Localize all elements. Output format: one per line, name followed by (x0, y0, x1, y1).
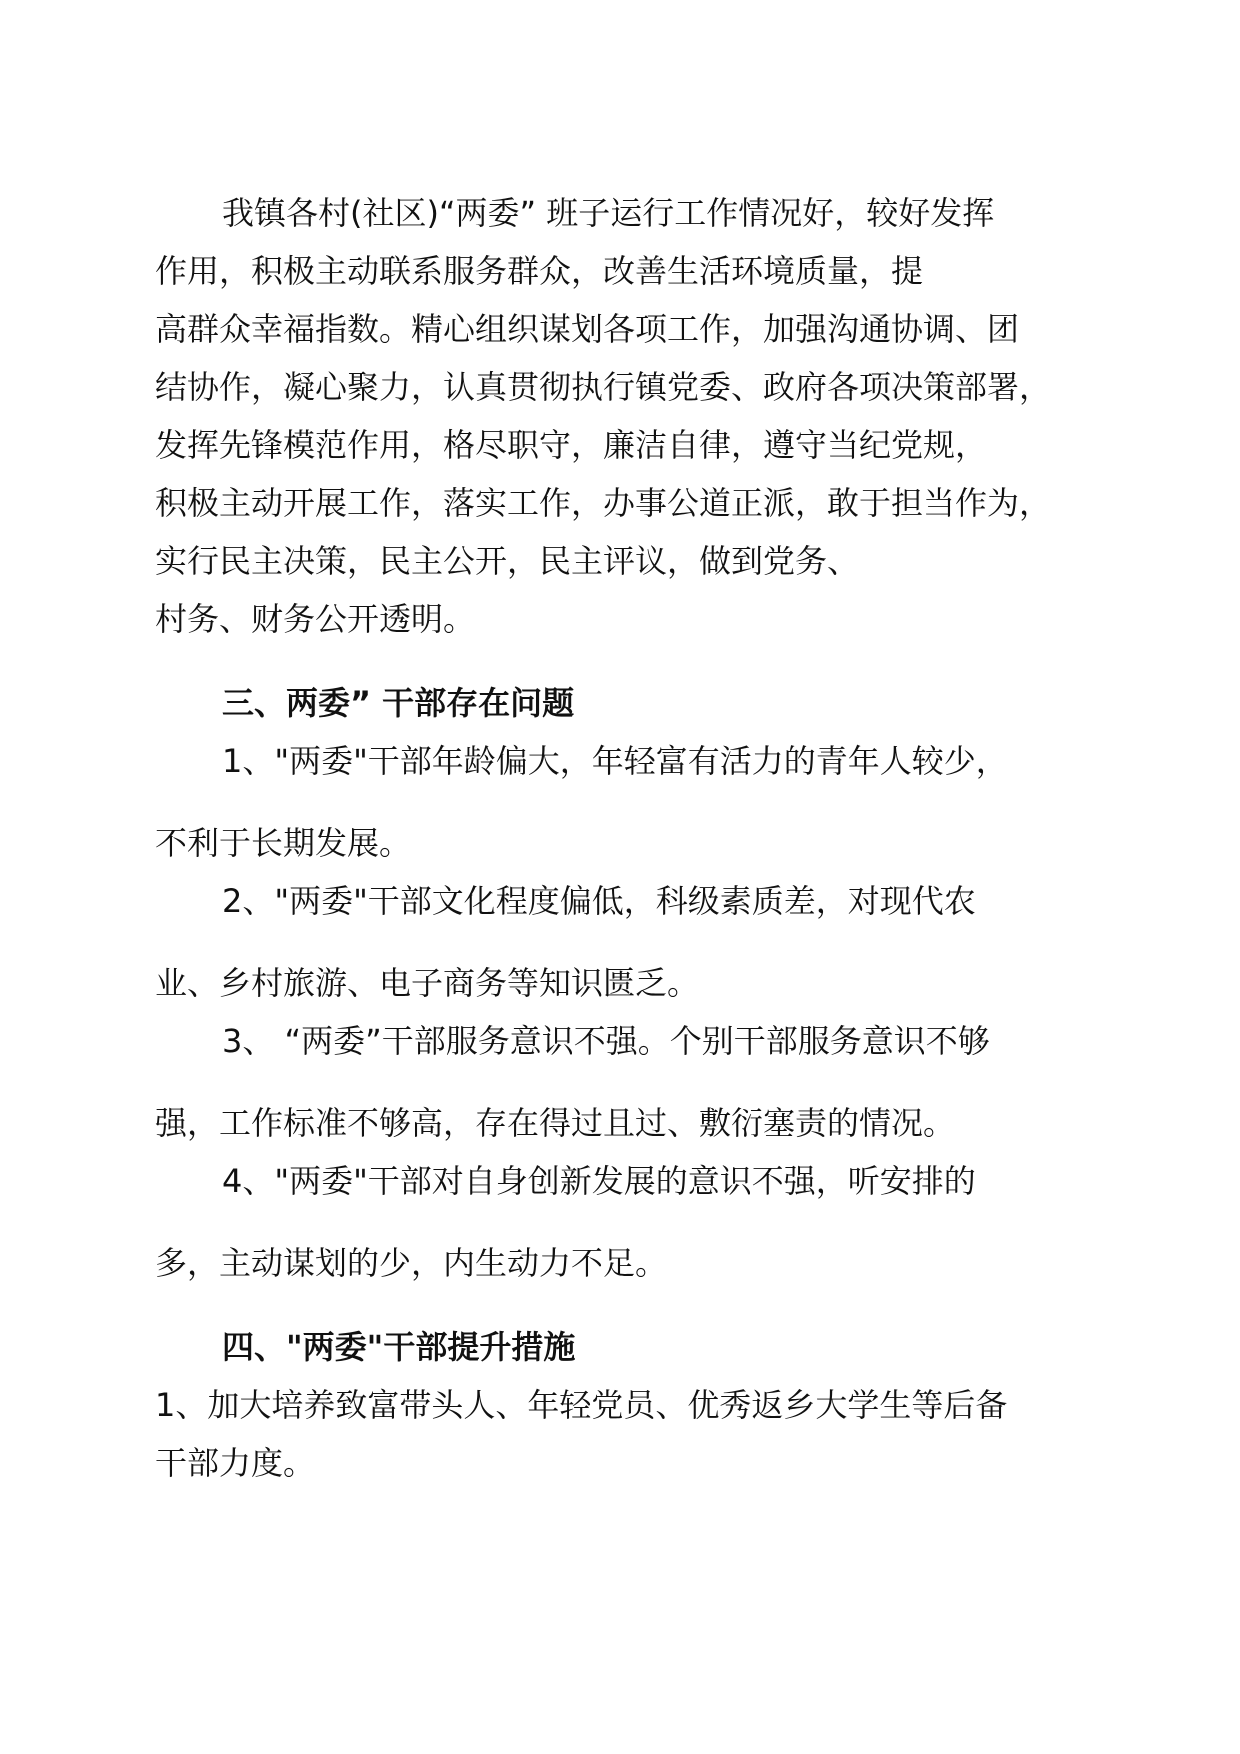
section-three-item-1-line-1: 1、"两委"干部年龄偏大，年轻富有活力的青年人较少， (222, 742, 1008, 780)
section-three-item-4-line-1: 4、"两委"干部对自身创新发展的意识不强，听安排的 (222, 1162, 976, 1200)
intro-line-4: 结协作，凝心聚力，认真贯彻执行镇党委、政府各项决策部署， (155, 368, 1052, 406)
section-three-item-3-line-2: 强，工作标准不够高，存在得过且过、敷衍塞责的情况。 (155, 1104, 956, 1142)
intro-line-3: 高群众幸福指数。精心组织谋划各项工作，加强沟通协调、团 (155, 310, 1020, 348)
section-three-heading: 三、两委” 干部存在问题 (222, 684, 575, 722)
intro-line-7: 实行民主决策，民主公开，民主评议，做到党务、 (155, 542, 860, 580)
section-four-item-1-line-2: 干部力度。 (155, 1444, 316, 1482)
section-three-item-4-line-2: 多，主动谋划的少，内生动力不足。 (155, 1244, 668, 1282)
section-three-item-3-line-1: 3、 “两委”干部服务意识不强。个别干部服务意识不够 (222, 1022, 990, 1060)
section-four-heading: 四、"两委"干部提升措施 (222, 1328, 576, 1366)
section-three-item-1-line-2: 不利于长期发展。 (155, 824, 412, 862)
section-four-item-1-line-1: 1、加大培养致富带头人、年轻党员、优秀返乡大学生等后备 (155, 1386, 1008, 1424)
section-three-item-2-line-1: 2、"两委"干部文化程度偏低，科级素质差，对现代农 (222, 882, 976, 920)
intro-line-5: 发挥先锋模范作用，格尽职守，廉洁自律，遵守当纪党规， (155, 426, 988, 464)
section-three-item-2-line-2: 业、乡村旅游、电子商务等知识匮乏。 (155, 964, 700, 1002)
intro-line-2: 作用，积极主动联系服务群众，改善生活环境质量，提 (155, 252, 924, 290)
intro-line-8: 村务、财务公开透明。 (155, 600, 476, 638)
intro-line-6: 积极主动开展工作，落实工作，办事公道正派，敢于担当作为， (155, 484, 1052, 522)
intro-line-1: 我镇各村(社区)“两委” 班子运行工作情况好，较好发挥 (222, 194, 995, 232)
